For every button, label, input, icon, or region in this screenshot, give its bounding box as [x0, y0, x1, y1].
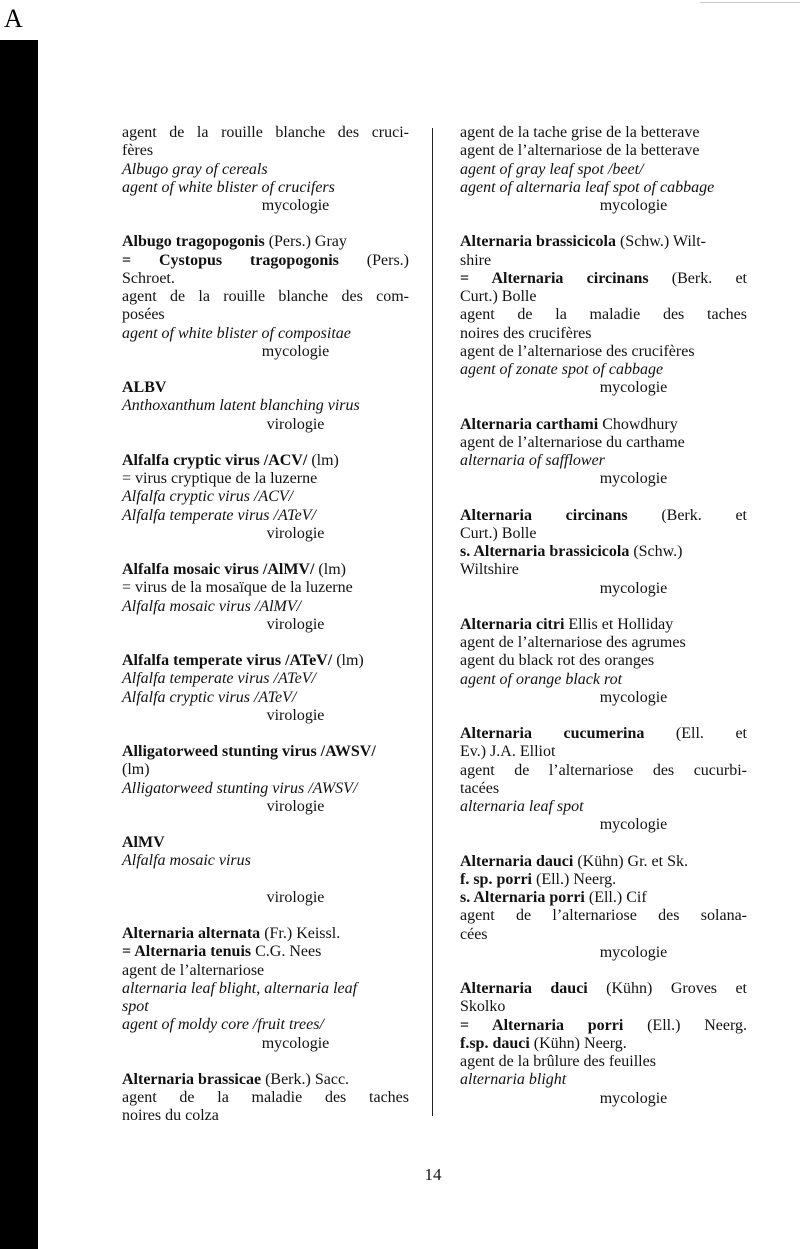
- term-name: = Alternaria tenuis: [122, 943, 252, 961]
- term-name: Alternaria brassicae: [122, 1070, 262, 1088]
- entry-line: agent de la rouille blanche des com-: [122, 288, 409, 305]
- entry-line: Curt.) Bolle: [460, 524, 537, 542]
- entry-line: mycologie: [599, 579, 668, 597]
- entry-line: virologie: [266, 797, 325, 815]
- section-letter: A: [4, 4, 23, 33]
- entry-line: Alfalfa mosaic virus /AlMV/ (lm): [122, 561, 346, 578]
- entry-line: agent de l’alternariose du carthame: [460, 433, 685, 451]
- entry-line: agent of white blister of crucifers: [122, 178, 335, 196]
- entry-line: Alfalfa mosaic virus: [122, 852, 251, 870]
- entry-line: mycologie: [261, 342, 330, 360]
- glossary-entry: [460, 416, 747, 489]
- entry-line: agent de la brûlure des feuilles: [460, 1053, 656, 1070]
- entry-line: Alfalfa temperate virus /ATeV/: [122, 506, 316, 524]
- entry-line: Alternaria circinans (Berk. et: [460, 506, 747, 524]
- entry-line: Anthoxanthum latent blanching virus: [122, 397, 360, 415]
- entry-line: AlMV: [122, 834, 165, 851]
- entry-line: Alfalfa cryptic virus /ATeV/: [122, 688, 297, 706]
- entry-line: tacées: [460, 779, 500, 797]
- entry-line: mycologie: [599, 379, 668, 397]
- entry-line: mycologie: [599, 1089, 668, 1107]
- column-divider: [432, 128, 433, 1116]
- glossary-entry: [122, 834, 409, 907]
- entry-line: virologie: [266, 524, 325, 542]
- entry-line: mycologie: [599, 816, 668, 834]
- term-name: Alternaria cucumerina: [460, 725, 645, 742]
- term-name: Alternaria dauci: [460, 852, 574, 870]
- entry-line: agent de l’alternariose des agrumes: [460, 634, 686, 651]
- entry-line: Albugo tragopogonis (Pers.) Gray: [122, 233, 347, 251]
- entry-line: agent of gray leaf spot /beet/: [460, 160, 644, 178]
- entry-line: virologie: [266, 615, 325, 633]
- glossary-entry: [460, 507, 747, 598]
- term-name: = Alternaria porri: [460, 1016, 624, 1034]
- entry-line: mycologie: [599, 470, 668, 488]
- entry-line: mycologie: [261, 1034, 330, 1052]
- entry-line: Alternaria alternata (Fr.) Keissl.: [122, 925, 341, 942]
- entry-line: = Alternaria circinans (Berk. et: [460, 269, 747, 287]
- glossary-entry: [122, 452, 409, 543]
- entry-line: Alternaria brassicicola (Schw.) Wilt-: [460, 233, 706, 251]
- glossary-entry: [122, 1071, 409, 1126]
- entry-line: s. Alternaria brassicicola (Schw.): [460, 543, 683, 560]
- entry-line: agent de l’alternariose des crucifères: [460, 342, 695, 360]
- glossary-entry: [460, 980, 747, 1108]
- entry-line: Alternaria cucumerina (Ell. et: [460, 725, 747, 742]
- entry-line: = Cystopus tragopogonis (Pers.): [122, 251, 409, 269]
- entry-line: Skolko: [460, 998, 506, 1016]
- entry-line: noires du colza: [122, 1107, 219, 1125]
- entry-line: agent of alternaria leaf spot of cabbage: [460, 178, 715, 196]
- glossary-entry: [122, 379, 409, 434]
- term-name: Alternaria brassicicola: [460, 233, 616, 251]
- entry-line: alternaria leaf blight, alternaria leaf: [122, 979, 358, 997]
- entry-line: agent de la tache grise de la betterave: [460, 124, 700, 141]
- page-number: 14: [424, 1165, 442, 1184]
- glossary-entry: [122, 561, 409, 634]
- entry-line: s. Alternaria porri (Ell.) Cif: [460, 889, 647, 906]
- entry-line: [122, 871, 409, 889]
- entry-line: Alternaria dauci (Kühn) Groves et: [460, 980, 747, 997]
- entry-line: Alternaria carthami Chowdhury: [460, 415, 678, 433]
- entry-line: Alternaria brassicae (Berk.) Sacc.: [122, 1070, 350, 1088]
- entry-line: Alligatorweed stunting virus /AWSV/: [122, 743, 376, 760]
- entry-line: Wiltshire: [460, 561, 519, 579]
- entry-line: = virus cryptique de la luzerne: [122, 470, 318, 487]
- entry-line: alternaria of safflower: [460, 452, 605, 469]
- entry-line: agent of orange black rot: [460, 670, 623, 688]
- entry-line: mycologie: [261, 197, 330, 214]
- term-name: f. sp. porri: [460, 870, 532, 888]
- entry-line: agent du black rot des oranges: [460, 652, 655, 670]
- entry-line: virologie: [266, 888, 325, 906]
- glossary-entry: [122, 925, 409, 1053]
- right-column: [460, 124, 747, 1126]
- thumb-index-tab: [0, 40, 38, 1249]
- entry-line: Albugo gray of cereals: [122, 160, 268, 178]
- entry-line: Schroet.: [122, 269, 175, 287]
- entry-line: fères: [122, 142, 154, 160]
- glossary-entry: [460, 616, 747, 707]
- term-name: s. Alternaria porri: [460, 889, 585, 906]
- entry-line: = virus de la mosaïque de la luzerne: [122, 579, 353, 597]
- entry-line: Alternaria citri Ellis et Holliday: [460, 615, 674, 633]
- term-name: Alternaria circinans: [460, 506, 628, 524]
- entry-line: shire: [460, 251, 492, 269]
- entry-line: agent de la maladie des taches: [460, 306, 747, 324]
- term-name: s. Alternaria brassicicola: [460, 543, 630, 560]
- entry-line: alternaria blight: [460, 1071, 567, 1089]
- top-edge-rule: [700, 2, 800, 3]
- entry-line: mycologie: [599, 197, 668, 214]
- entry-line: agent of zonate spot of cabbage: [460, 361, 664, 378]
- entry-line: noires des crucifères: [460, 324, 592, 342]
- entry-line: Alfalfa temperate virus /ATeV/ (lm): [122, 652, 364, 669]
- term-name: Alternaria citri: [460, 615, 565, 633]
- entry-line: mycologie: [599, 688, 668, 706]
- entry-line: ALBV: [122, 379, 167, 396]
- term-name: Alternaria dauci: [460, 980, 588, 997]
- glossary-entry: [460, 725, 747, 835]
- entry-line: Alfalfa cryptic virus /ACV/: [122, 488, 294, 506]
- entry-line: Alfalfa mosaic virus /AlMV/: [122, 597, 302, 615]
- entry-line: mycologie: [599, 943, 668, 961]
- entry-line: = Alternaria porri (Ell.) Neerg.: [460, 1016, 747, 1034]
- entry-line: (lm): [122, 761, 150, 779]
- entry-line: spot: [122, 998, 149, 1015]
- entry-line: agent de l’alternariose des solana-: [460, 907, 747, 925]
- term-name: Alfalfa temperate virus /ATeV/: [122, 652, 333, 669]
- entry-line: agent of moldy core /fruit trees/: [122, 1016, 324, 1034]
- glossary-entry: [122, 233, 409, 361]
- entry-line: agent de l’alternariose des cucurbi-: [460, 761, 747, 779]
- glossary-entry: [460, 233, 747, 397]
- entry-line: = Alternaria tenuis C.G. Nees: [122, 943, 322, 961]
- entry-line: Curt.) Bolle: [460, 288, 537, 305]
- glossary-entry: [460, 853, 747, 963]
- entry-line: f.sp. dauci (Kühn) Neerg.: [460, 1034, 627, 1052]
- term-name: Alfalfa cryptic virus /ACV/: [122, 451, 308, 469]
- entry-line: Alligatorweed stunting virus /AWSV/: [122, 779, 358, 797]
- entry-line: agent de l’alternariose: [122, 961, 265, 979]
- entry-line: Alfalfa temperate virus /ATeV/: [122, 670, 316, 688]
- glossary-entry: [122, 652, 409, 725]
- term-name: = Alternaria circinans: [460, 269, 649, 287]
- entry-line: posées: [122, 306, 165, 324]
- entry-line: Ev.) J.A. Elliot: [460, 743, 556, 761]
- left-column: [122, 124, 409, 1144]
- entry-line: f. sp. porri (Ell.) Neerg.: [460, 870, 617, 888]
- entry-line: cées: [460, 925, 488, 943]
- entry-line: agent de l’alternariose de la betterave: [460, 142, 700, 160]
- glossary-entry: [460, 124, 747, 215]
- term-name: f.sp. dauci: [460, 1034, 530, 1052]
- term-name: Albugo tragopogonis: [122, 233, 265, 251]
- term-name: Alternaria carthami: [460, 415, 599, 433]
- entry-line: agent de la maladie des taches: [122, 1089, 409, 1106]
- entry-line: agent de la rouille blanche des cruci-: [122, 124, 409, 141]
- term-name: Alfalfa mosaic virus /AlMV/: [122, 561, 315, 578]
- glossary-entry: [122, 124, 409, 215]
- entry-line: Alfalfa cryptic virus /ACV/ (lm): [122, 451, 339, 469]
- entry-line: Alternaria dauci (Kühn) Gr. et Sk.: [460, 852, 688, 870]
- entry-line: alternaria leaf spot: [460, 798, 584, 815]
- term-name: = Cystopus tragopogonis: [122, 251, 339, 269]
- entry-line: agent of white blister of compositae: [122, 324, 351, 342]
- entry-line: virologie: [266, 415, 325, 433]
- term-name: Alternaria alternata: [122, 925, 261, 942]
- glossary-entry: [122, 743, 409, 816]
- entry-line: virologie: [266, 706, 325, 724]
